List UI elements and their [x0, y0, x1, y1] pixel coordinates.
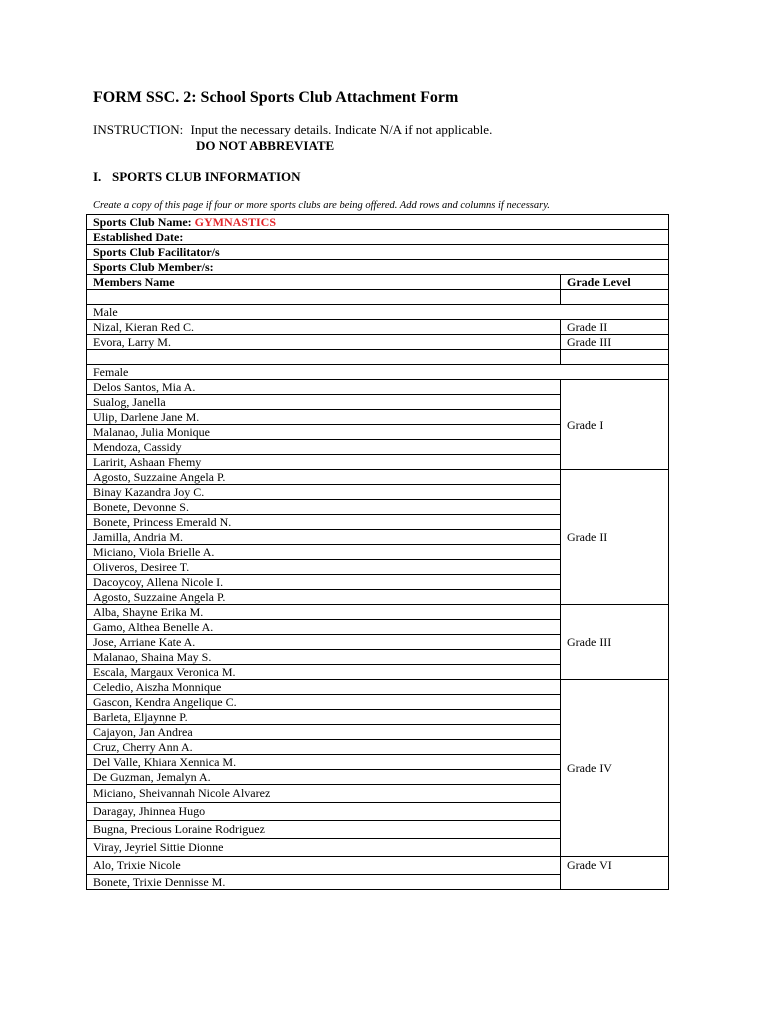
instruction-line: [93, 122, 492, 138]
facilitator-row: [87, 245, 669, 260]
male-label-row: [87, 305, 669, 320]
member-name: Cajayon, Jan Andrea: [87, 725, 561, 740]
member-name: Binay Kazandra Joy C.: [87, 485, 561, 500]
established-row: [87, 230, 669, 245]
member-name: Bonete, Devonne S.: [87, 500, 561, 515]
member-name: Miciano, Viola Brielle A.: [87, 545, 561, 560]
blank-row: [87, 290, 669, 305]
member-grade: Grade III: [561, 335, 669, 350]
table-row: [87, 680, 669, 695]
member-name: Dacoycoy, Allena Nicole I.: [87, 575, 561, 590]
member-name: Ulip, Darlene Jane M.: [87, 410, 561, 425]
member-name: Bonete, Trixie Dennisse M.: [87, 875, 561, 890]
section-number: I.: [93, 169, 102, 184]
members-name-header: Members Name: [87, 275, 561, 290]
member-name: Escala, Margaux Veronica M.: [87, 665, 561, 680]
blank-cell: [87, 290, 561, 305]
form-title: FORM SSC. 2: School Sports Club Attachment Form: [93, 89, 459, 106]
club-name-value: GYMNASTICS: [194, 215, 277, 229]
member-name: Viray, Jeyriel Sittie Dionne: [87, 839, 561, 857]
club-name-row: [87, 215, 669, 230]
member-name: Jamilla, Andria M.: [87, 530, 561, 545]
member-name: Malanao, Shaina May S.: [87, 650, 561, 665]
member-name: Agosto, Suzzaine Angela P.: [87, 470, 561, 485]
member-name: Alo, Trixie Nicole: [87, 857, 561, 875]
table-row: [87, 320, 669, 335]
member-grade: Grade VI: [561, 857, 669, 890]
table-header-row: [87, 275, 669, 290]
member-grade: Grade IV: [561, 680, 669, 857]
instruction-text: Input the necessary details. Indicate N/A if not applicable.: [190, 122, 493, 137]
member-name: Oliveros, Desiree T.: [87, 560, 561, 575]
instruction-label: INSTRUCTION:: [93, 122, 184, 137]
section-heading: [93, 169, 301, 185]
table-row: [87, 605, 669, 620]
table-row: [87, 470, 669, 485]
blank-cell: [87, 350, 561, 365]
member-name: Mendoza, Cassidy: [87, 440, 561, 455]
member-name: Bonete, Princess Emerald N.: [87, 515, 561, 530]
members-label: Sports Club Member/s:: [87, 260, 669, 275]
member-name: Delos Santos, Mia A.: [87, 380, 561, 395]
member-name: De Guzman, Jemalyn A.: [87, 770, 561, 785]
table-row: [87, 857, 669, 875]
club-name-cell: [87, 215, 669, 230]
member-name: Del Valle, Khiara Xennica M.: [87, 755, 561, 770]
section-title: SPORTS CLUB INFORMATION: [112, 169, 301, 184]
member-name: Sualog, Janella: [87, 395, 561, 410]
member-name: Daragay, Jhinnea Hugo: [87, 803, 561, 821]
member-grade: Grade II: [561, 320, 669, 335]
club-name-label: Sports Club Name:: [93, 215, 192, 229]
member-name: Evora, Larry M.: [87, 335, 561, 350]
established-label: Established Date:: [87, 230, 669, 245]
member-name: Agosto, Suzzaine Angela P.: [87, 590, 561, 605]
blank-cell: [561, 290, 669, 305]
member-grade: Grade III: [561, 605, 669, 680]
member-name: Barleta, Eljaynne P.: [87, 710, 561, 725]
member-name: Alba, Shayne Erika M.: [87, 605, 561, 620]
member-name: Gascon, Kendra Angelique C.: [87, 695, 561, 710]
member-name: Jose, Arriane Kate A.: [87, 635, 561, 650]
blank-cell: [561, 350, 669, 365]
grade-level-header: Grade Level: [561, 275, 669, 290]
table-row: [87, 380, 669, 395]
member-name: Nizal, Kieran Red C.: [87, 320, 561, 335]
member-name: Bugna, Precious Loraine Rodriguez: [87, 821, 561, 839]
member-name: Miciano, Sheivannah Nicole Alvarez: [87, 785, 561, 803]
member-name: Laririt, Ashaan Fhemy: [87, 455, 561, 470]
section-note: Create a copy of this page if four or more sports clubs are being offered. Add rows and columns if necessary.: [93, 200, 550, 211]
female-label: Female: [87, 365, 669, 380]
club-member-table: [86, 214, 669, 890]
member-name: Cruz, Cherry Ann A.: [87, 740, 561, 755]
male-label: Male: [87, 305, 669, 320]
member-name: Celedio, Aiszha Monnique: [87, 680, 561, 695]
female-label-row: [87, 365, 669, 380]
member-grade: Grade I: [561, 380, 669, 470]
blank-row: [87, 350, 669, 365]
members-row: [87, 260, 669, 275]
member-name: Malanao, Julia Monique: [87, 425, 561, 440]
instruction-emphasis: DO NOT ABBREVIATE: [196, 138, 335, 153]
member-name: Gamo, Althea Benelle A.: [87, 620, 561, 635]
member-grade: Grade II: [561, 470, 669, 605]
table-row: [87, 335, 669, 350]
facilitator-label: Sports Club Facilitator/s: [87, 245, 669, 260]
